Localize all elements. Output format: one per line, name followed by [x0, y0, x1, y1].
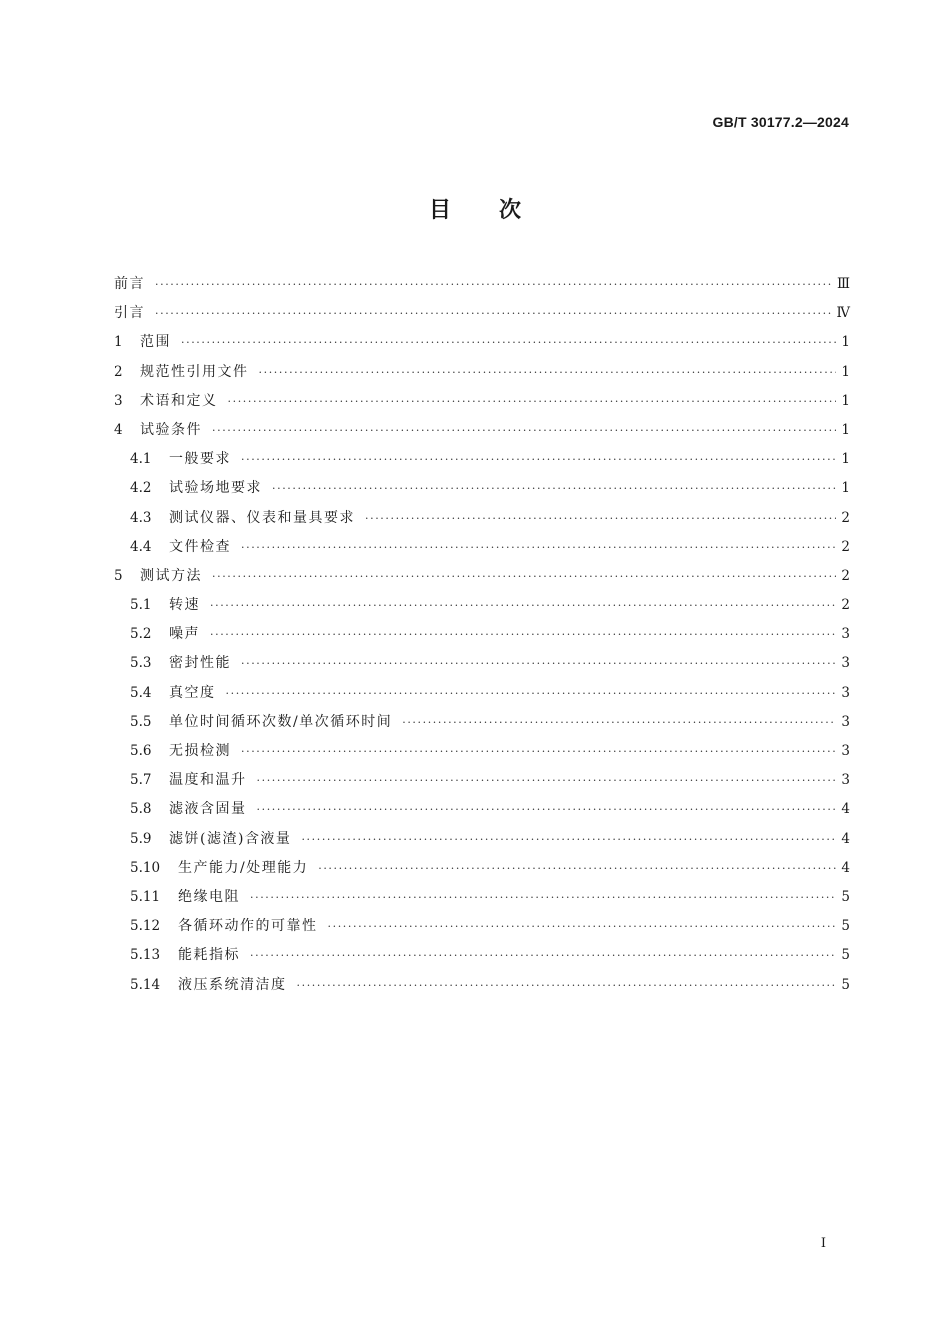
toc-entry-number: 4.2 [130, 480, 152, 497]
toc-entry-page: 5 [841, 918, 850, 935]
dot-leader [212, 416, 836, 445]
toc-entry[interactable] [114, 620, 850, 649]
toc-entry-label: 试验条件 [140, 421, 202, 438]
toc-entry[interactable] [114, 474, 850, 503]
toc-entry[interactable] [114, 883, 850, 912]
toc-entry-number: 5.13 [130, 947, 161, 964]
toc-entry[interactable] [114, 445, 850, 474]
dot-leader [259, 358, 837, 387]
dot-leader [250, 941, 836, 970]
toc-entry-label: 滤饼(滤渣)含液量 [169, 830, 292, 847]
toc-entry-number: 3 [114, 392, 123, 409]
toc-entry[interactable] [114, 562, 850, 591]
toc-entry-page: 2 [841, 509, 850, 526]
toc-entry-page: 1 [841, 451, 850, 468]
toc-entry[interactable] [114, 533, 850, 562]
toc-entry[interactable] [114, 649, 850, 678]
dot-leader [402, 708, 836, 737]
toc-entry-label: 范围 [140, 334, 171, 351]
dot-leader [272, 474, 836, 503]
toc-entry-page: 3 [841, 743, 850, 759]
toc-entry-label: 试验场地要求 [169, 480, 262, 497]
toc-entry[interactable] [114, 328, 850, 357]
dot-leader [241, 737, 836, 766]
toc-entry-page: 3 [841, 626, 850, 643]
toc-entry-page: 3 [841, 772, 850, 789]
toc-entry-page: 3 [841, 655, 850, 672]
toc-entry-page: 2 [841, 597, 850, 614]
toc-entry-label: 测试方法 [140, 567, 202, 584]
toc-entry-page: 5 [841, 976, 850, 993]
toc-entry-number: 4.4 [130, 538, 152, 555]
toc-entry[interactable] [114, 971, 850, 1000]
toc-entry-page: 5 [841, 947, 850, 964]
dot-leader [365, 504, 836, 533]
toc-entry-label: 测试仪器、仪表和量具要求 [169, 509, 355, 526]
dot-leader [257, 795, 837, 824]
toc-entry-number: 5.14 [130, 976, 161, 993]
toc-entry-label: 生产能力/处理能力 [178, 859, 309, 876]
toc-entry-label: 真空度 [169, 684, 216, 701]
toc-entry-page: 4 [841, 801, 850, 818]
toc-entry-number: 5.4 [130, 684, 152, 701]
toc-entry-page: Ⅲ [836, 276, 850, 292]
toc-entry[interactable] [114, 387, 850, 416]
toc-entry-label: 无损检测 [169, 743, 231, 759]
toc-entry-label: 前言 [114, 276, 145, 292]
toc-entry-label: 单位时间循环次数/单次循环时间 [169, 713, 393, 730]
toc-entry[interactable] [114, 270, 850, 299]
toc-entry-label: 噪声 [169, 626, 200, 643]
toc-entry[interactable] [114, 708, 850, 737]
toc-entry[interactable] [114, 737, 850, 766]
toc-entry-label: 术语和定义 [140, 392, 218, 409]
toc-entry[interactable] [114, 854, 850, 883]
toc-entry-number: 5.5 [130, 713, 152, 730]
dot-leader [318, 854, 836, 883]
toc-entry-page: 3 [841, 684, 850, 701]
toc-entry-number: 5.6 [130, 743, 152, 759]
dot-leader [250, 883, 836, 912]
page-title: 目次 [428, 197, 569, 223]
dot-leader [181, 328, 836, 357]
toc-entry-number: 1 [114, 334, 123, 351]
toc-entry-number: 5.10 [130, 859, 161, 876]
dot-leader [228, 387, 837, 416]
toc-entry-page: 1 [841, 334, 850, 351]
dot-leader [301, 825, 836, 854]
toc-entry-label: 各循环动作的可靠性 [178, 918, 318, 935]
toc-entry-number: 5.11 [130, 888, 161, 905]
dot-leader [241, 533, 836, 562]
toc-entry-number: 5.7 [130, 772, 152, 789]
toc-entry-number: 5.3 [130, 655, 152, 672]
toc-entry[interactable] [114, 941, 850, 970]
toc-entry[interactable] [114, 912, 850, 941]
table-of-contents [114, 270, 850, 1000]
toc-entry-number: 5.1 [130, 597, 152, 614]
dot-leader [328, 912, 837, 941]
toc-entry-label: 规范性引用文件 [140, 363, 249, 380]
toc-entry-label: 引言 [114, 305, 145, 322]
toc-entry-page: 5 [841, 888, 850, 905]
toc-entry-page: 2 [841, 567, 850, 584]
toc-entry[interactable] [114, 504, 850, 533]
toc-entry[interactable] [114, 766, 850, 795]
toc-entry-page: Ⅳ [836, 305, 850, 322]
dot-leader [226, 679, 837, 708]
dot-leader [210, 591, 836, 620]
toc-entry-number: 2 [114, 363, 123, 380]
toc-entry-number: 5.8 [130, 801, 152, 818]
toc-entry-page: 2 [841, 538, 850, 555]
page-number: I [820, 1236, 826, 1251]
toc-entry[interactable] [114, 679, 850, 708]
toc-entry-page: 1 [841, 392, 850, 409]
toc-entry-label: 密封性能 [169, 655, 231, 672]
dot-leader [155, 270, 833, 299]
standard-code: GB/T 30177.2—2024 [712, 114, 849, 130]
toc-entry-page: 1 [841, 421, 850, 438]
toc-entry-label: 液压系统清洁度 [178, 976, 287, 993]
toc-entry-page: 4 [841, 859, 850, 876]
dot-leader [241, 445, 836, 474]
toc-entry-label: 能耗指标 [178, 947, 240, 964]
toc-entry-page: 3 [841, 713, 850, 730]
toc-entry-number: 5.9 [130, 830, 152, 847]
toc-entry-number: 4 [114, 421, 123, 438]
toc-entry[interactable] [114, 358, 850, 387]
dot-leader [212, 562, 836, 591]
toc-entry-label: 滤液含固量 [169, 801, 247, 818]
toc-entry-number: 4.1 [130, 451, 152, 468]
toc-entry-page: 1 [841, 480, 850, 497]
toc-entry-number: 5 [114, 567, 123, 584]
toc-entry-number: 4.3 [130, 509, 152, 526]
toc-entry-label: 一般要求 [169, 451, 231, 468]
dot-leader [155, 299, 833, 328]
toc-entry[interactable] [114, 795, 850, 824]
toc-entry-label: 转速 [169, 597, 200, 614]
toc-entry-page: 1 [841, 363, 850, 380]
toc-entry-number: 5.12 [130, 918, 161, 935]
toc-entry-label: 温度和温升 [169, 772, 247, 789]
dot-leader [257, 766, 837, 795]
toc-entry-page: 4 [841, 830, 850, 847]
toc-entry-number: 5.2 [130, 626, 152, 643]
toc-entry[interactable] [114, 416, 850, 445]
dot-leader [241, 649, 836, 678]
toc-entry-label: 绝缘电阻 [178, 888, 240, 905]
dot-leader [297, 971, 837, 1000]
dot-leader [210, 620, 836, 649]
toc-entry[interactable] [114, 299, 850, 328]
toc-entry[interactable] [114, 825, 850, 854]
toc-entry[interactable] [114, 591, 850, 620]
toc-entry-label: 文件检查 [169, 538, 231, 555]
